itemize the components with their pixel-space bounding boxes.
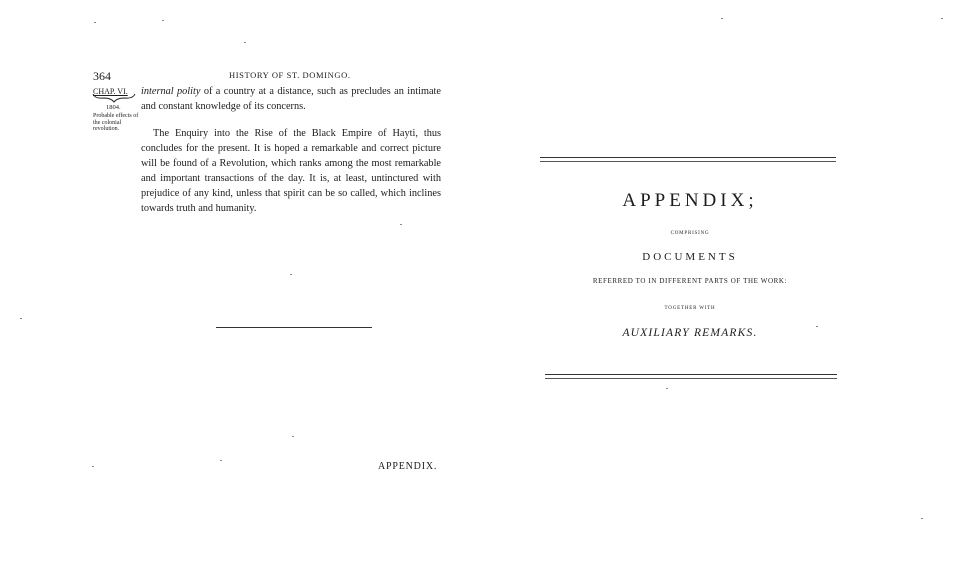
paper-speck: [220, 460, 222, 461]
paper-speck: [92, 466, 94, 467]
margin-chapter: CHAP. VI.: [93, 87, 128, 96]
top-rule: [540, 157, 836, 158]
paper-speck: [20, 318, 22, 319]
end-rule: [216, 327, 372, 328]
auxiliary-heading: AUXILIARY REMARKS.: [622, 327, 758, 339]
paragraph-2: The Enquiry into the Rise of the Black Empire of Hayti, thus concludes for the present. It is hoped a remarkable and correct picture will be found of a Revolution, which ranks among the most remarkable and important transactions of the day. It is, at least, untinctured with prejudice of any kind, unless that spirit can be so called, which inclines towards truth and humanity.: [141, 128, 441, 214]
paragraph-1-rest: of a country at a distance, such as precludes an intimate and constant knowledge of its concerns.: [141, 86, 441, 112]
paper-speck: [666, 388, 668, 389]
paper-speck: [94, 22, 96, 23]
paragraph-1: [141, 84, 441, 114]
paper-speck: [290, 274, 292, 275]
paper-speck: [721, 18, 723, 19]
brace-icon: [92, 93, 136, 103]
italic-phrase: internal polity: [141, 86, 201, 97]
paper-speck: [292, 436, 294, 437]
paper-speck: [244, 42, 246, 43]
together-label: TOGETHER WITH: [664, 306, 716, 311]
documents-heading: DOCUMENTS: [642, 251, 738, 263]
margin-note: Probable effects of the colonial revolution.: [93, 113, 139, 132]
bottom-rule: [545, 374, 837, 375]
margin-year: 1804.: [106, 104, 121, 111]
catchword: APPENDIX.: [378, 461, 438, 472]
paper-speck: [816, 326, 818, 327]
page-number: 364: [93, 69, 111, 83]
comprising-label: COMPRISING: [670, 231, 710, 236]
paper-speck: [400, 224, 402, 225]
paper-speck: [162, 20, 164, 21]
referred-line: REFERRED TO IN DIFFERENT PARTS OF THE WORK:: [592, 277, 788, 285]
bottom-rule-thin: [545, 378, 837, 379]
top-rule-thin: [540, 161, 836, 162]
paper-speck: [921, 518, 923, 519]
paper-speck: [941, 18, 943, 19]
running-head: HISTORY OF ST. DOMINGO.: [229, 70, 351, 80]
appendix-title: APPENDIX;: [622, 190, 758, 211]
